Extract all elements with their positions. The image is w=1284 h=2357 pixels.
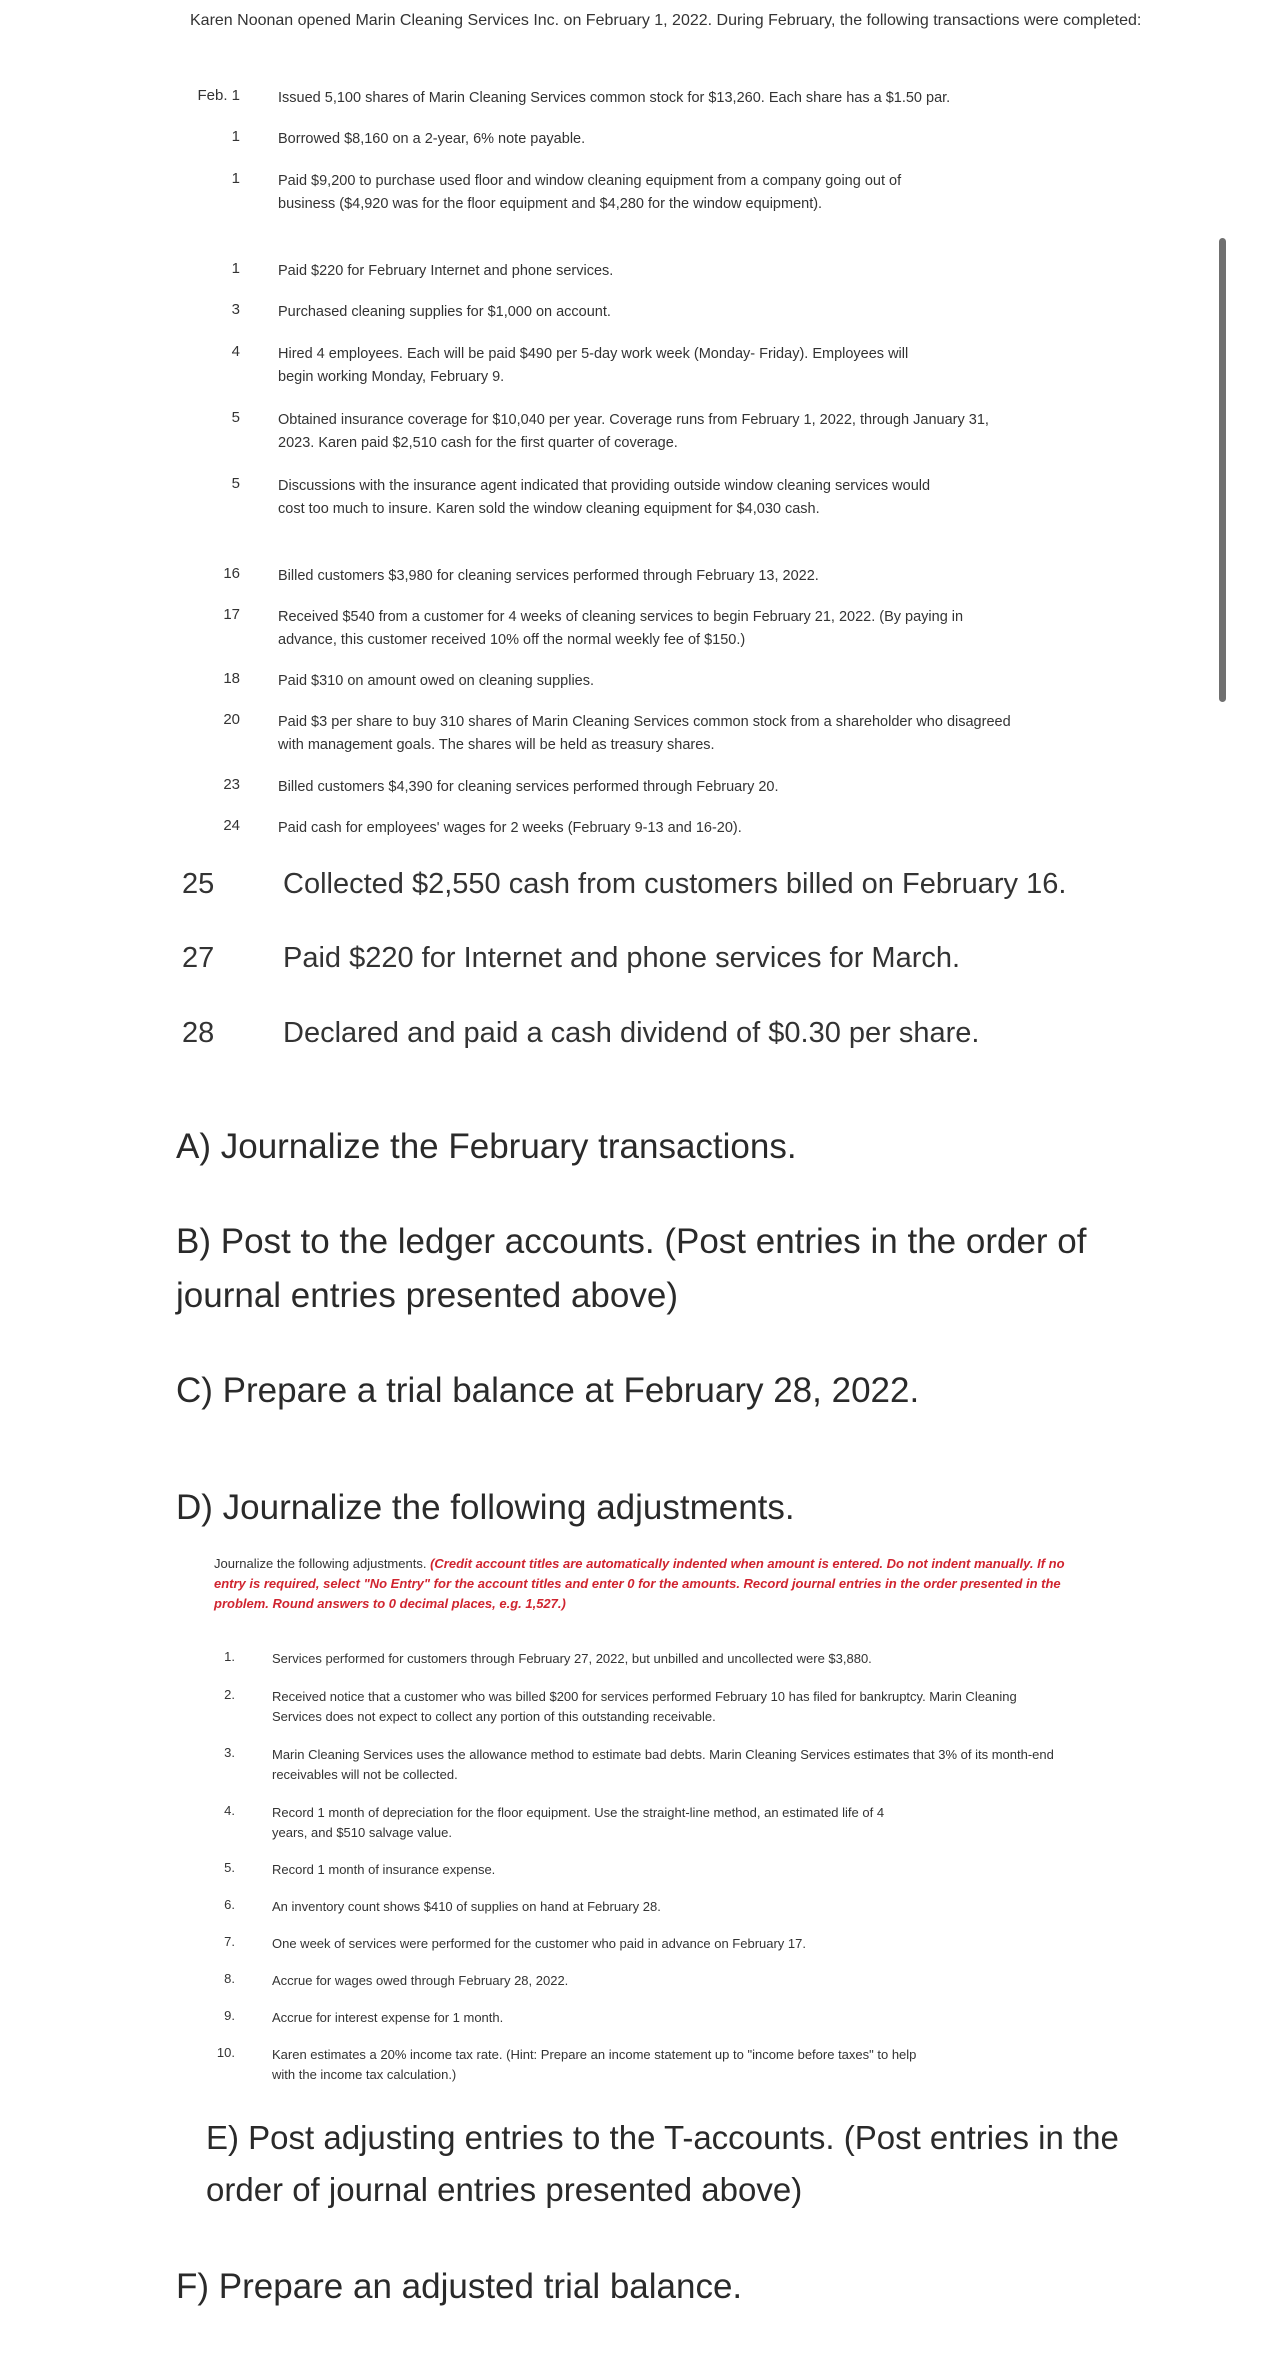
instructions — [214, 1554, 1094, 1614]
transaction-day: 4 — [231, 343, 240, 360]
transaction-text: Paid $220 for February Internet and phone services. — [278, 263, 614, 279]
transaction-day: 20 — [223, 711, 240, 728]
transaction-text: Paid $3 per share to buy 310 shares of Marin Cleaning Services common stock from a shareholder who disagreed with management goals. The shares will be held as treasury shares. — [278, 714, 1011, 753]
transaction-day: 5 — [231, 475, 240, 492]
question-c: C) Prepare a trial balance at February 28, 2022. — [176, 1371, 920, 1410]
transaction-text-large: Paid $220 for Internet and phone services for March. — [283, 942, 961, 974]
transaction-text: Discussions with the insurance agent indicated that providing outside window cleaning services would cost too much to insure. Karen sold the window cleaning equipment for $4,030 cash. — [278, 478, 931, 517]
transaction-text: Received $540 from a customer for 4 weeks of cleaning services to begin February 21, 2022. (By paying in advance, this customer received 10% off the normal weekly fee of $150.) — [278, 609, 964, 648]
transaction-text: Borrowed $8,160 on a 2-year, 6% note payable. — [278, 131, 586, 147]
adjustment-text: Services performed for customers through February 27, 2022, but unbilled and uncollected were $3,880. — [272, 1651, 872, 1666]
transaction-day: 16 — [223, 565, 240, 582]
adjustment-text: Marin Cleaning Services uses the allowance method to estimate bad debts. Marin Cleaning Services estimates that 3% of its month-end receivables will not be collected. — [272, 1747, 1054, 1782]
transaction-text: Paid $310 on amount owed on cleaning supplies. — [278, 673, 595, 689]
adjustment-text: Accrue for interest expense for 1 month. — [272, 2010, 504, 2025]
transaction-text: Issued 5,100 shares of Marin Cleaning Services common stock for $13,260. Each share has a $1.50 par. — [278, 90, 951, 106]
scrollbar-thumb[interactable] — [1219, 238, 1226, 702]
transaction-day-large: 25 — [182, 868, 215, 900]
adjustment-number: 3. — [224, 1745, 235, 1760]
adjustment-number: 9. — [224, 2008, 235, 2023]
instructions-lead: Journalize the following adjustments. — [214, 1556, 427, 1571]
question-f: F) Prepare an adjusted trial balance. — [176, 2267, 743, 2306]
transaction-text: Billed customers $3,980 for cleaning services performed through February 13, 2022. — [278, 568, 819, 584]
transaction-text-large: Collected $2,550 cash from customers billed on February 16. — [283, 868, 1067, 900]
transaction-day-large: 27 — [182, 942, 215, 974]
adjustment-number: 1. — [224, 1649, 235, 1664]
adjustment-text: Karen estimates a 20% income tax rate. (Hint: Prepare an income statement up to "income before taxes" to help with the income tax calculation.) — [272, 2047, 917, 2082]
transaction-day-large: 28 — [182, 1017, 215, 1049]
adjustment-number: 7. — [224, 1934, 235, 1949]
transaction-text: Obtained insurance coverage for $10,040 per year. Coverage runs from February 1, 2022, through January 31, 2023. Karen paid $2,510 cash for the first quarter of coverage. — [278, 412, 989, 451]
adjustment-text: Accrue for wages owed through February 28, 2022. — [272, 1973, 569, 1988]
adjustment-text: Record 1 month of depreciation for the floor equipment. Use the straight-line method, an estimated life of 4 years, and $510 salvage value. — [272, 1805, 885, 1840]
question-b: B) Post to the ledger accounts. (Post entries in the order of journal entries presented above) — [176, 1222, 1087, 1315]
transaction-text: Hired 4 employees. Each will be paid $490 per 5-day work week (Monday- Friday). Employees will begin working Monday, February 9. — [278, 346, 909, 385]
transaction-day: 24 — [223, 817, 240, 834]
question-a: A) Journalize the February transactions. — [176, 1127, 797, 1166]
question-d: D) Journalize the following adjustments. — [176, 1488, 795, 1527]
transaction-text: Purchased cleaning supplies for $1,000 on account. — [278, 304, 611, 320]
transaction-day: 5 — [231, 409, 240, 426]
transaction-text-large: Declared and paid a cash dividend of $0.30 per share. — [283, 1017, 980, 1049]
transaction-day: 1 — [231, 260, 240, 277]
transaction-day: 1 — [231, 128, 240, 145]
transaction-day: 17 — [223, 606, 240, 623]
adjustment-text: An inventory count shows $410 of supplies on hand at February 28. — [272, 1899, 661, 1914]
transaction-text: Paid $9,200 to purchase used floor and window cleaning equipment from a company going out of business ($4,920 was for the floor equipment and $4,280 for the window equipment). — [278, 173, 902, 212]
transaction-day: 23 — [223, 776, 240, 793]
transaction-day: 1 — [231, 170, 240, 187]
transaction-day: 3 — [231, 301, 240, 318]
transaction-text: Billed customers $4,390 for cleaning services performed through February 20. — [278, 779, 779, 795]
adjustment-number: 4. — [224, 1803, 235, 1818]
intro-paragraph: Karen Noonan opened Marin Cleaning Services Inc. on February 1, 2022. During February, the following transactions were completed: — [190, 12, 1142, 29]
adjustment-number: 2. — [224, 1687, 235, 1702]
adjustment-text: Record 1 month of insurance expense. — [272, 1862, 496, 1877]
transaction-day: Feb. 1 — [197, 87, 240, 104]
adjustment-number: 5. — [224, 1860, 235, 1875]
transaction-day: 18 — [223, 670, 240, 687]
question-e: E) Post adjusting entries to the T-accounts. (Post entries in the order of journal entries presented above) — [206, 2119, 1119, 2208]
instructions-note: (Credit account titles are automatically indented when amount is entered. Do not indent manually. If no entry is required, select "No Entry" for the account titles and enter 0 for the amounts. Record journal entries in the order presented in the problem. Round answers to 0 decimal places, e.g. 1,527.) — [214, 1556, 1065, 1611]
adjustment-number: 10. — [216, 2045, 235, 2060]
adjustment-number: 8. — [224, 1971, 235, 1986]
adjustment-text: Received notice that a customer who was billed $200 for services performed February 10 has filed for bankruptcy. Marin Cleaning Services does not expect to collect any portion of this outstanding receivable. — [272, 1689, 1017, 1724]
adjustment-text: One week of services were performed for the customer who paid in advance on February 17. — [272, 1936, 806, 1951]
transaction-text: Paid cash for employees' wages for 2 weeks (February 9-13 and 16-20). — [278, 820, 742, 836]
adjustment-number: 6. — [224, 1897, 235, 1912]
